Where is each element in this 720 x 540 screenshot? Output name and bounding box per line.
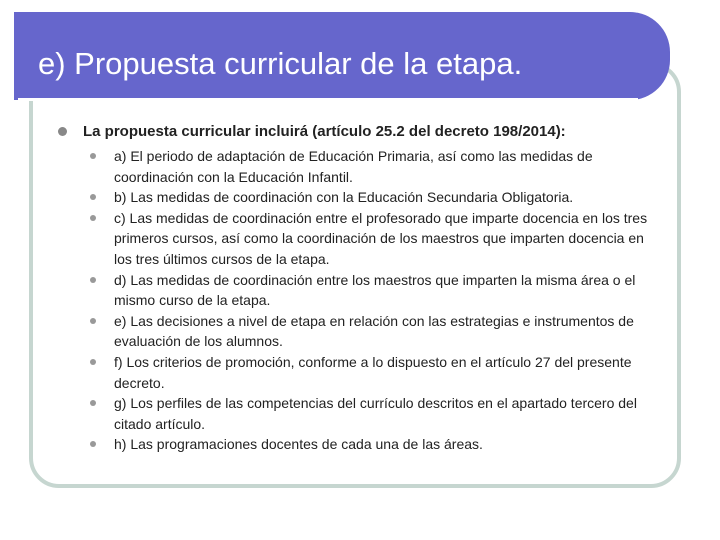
list-item [90,208,650,270]
list-item [90,270,650,311]
bullet-icon [90,318,96,324]
bullet-icon [90,400,96,406]
list-item-text: b) Las medidas de coordinación con la Educación Secundaria Obligatoria. [114,189,574,206]
bullet-icon [90,277,96,283]
bullet-icon [90,153,96,159]
list-item [90,187,650,208]
list-item-text: f) Los criterios de promoción, conforme a lo dispuesto en el artículo 27 del presente decreto. [114,353,632,391]
list-item-text: h) Las programaciones docentes de cada una de las áreas. [114,436,483,453]
bullet-icon [90,194,96,200]
list-item [90,434,650,455]
list-item [90,393,650,434]
list-item [90,352,650,393]
list-item-text: e) Las decisiones a nivel de etapa en relación con las estrategias e instrumentos de evaluación de los alumnos. [114,312,634,350]
bullet-icon [90,215,96,221]
bullet-icon [58,127,67,136]
title-divider [18,98,638,101]
list-item-text: d) Las medidas de coordinación entre los maestros que imparten la misma área o el mismo curso de la etapa. [114,271,636,309]
list-item [90,146,650,187]
list-item-text: g) Los perfiles de las competencias del currículo descritos en el apartado tercero del citado artículo. [114,395,637,432]
main-point-text: La propuesta curricular incluirá (artículo 25.2 del decreto 198/2014): [83,123,566,140]
bullet-icon [90,441,96,447]
main-point [58,122,678,142]
list-item-text: a) El periodo de adaptación de Educación Primaria, así como las medidas de coordinación con la Educación Infantil. [114,148,593,185]
sub-point-list [90,146,650,455]
list-item [90,311,650,352]
list-item-text: c) Las medidas de coordinación entre el profesorado que imparte docencia en los tres primeros cursos, así como la coordinación de los maestros que imparten docencia en los tres últimos cursos de la etapa. [114,209,648,267]
bullet-icon [90,359,96,365]
slide-title: e) Propuesta curricular de la etapa. [38,46,523,81]
